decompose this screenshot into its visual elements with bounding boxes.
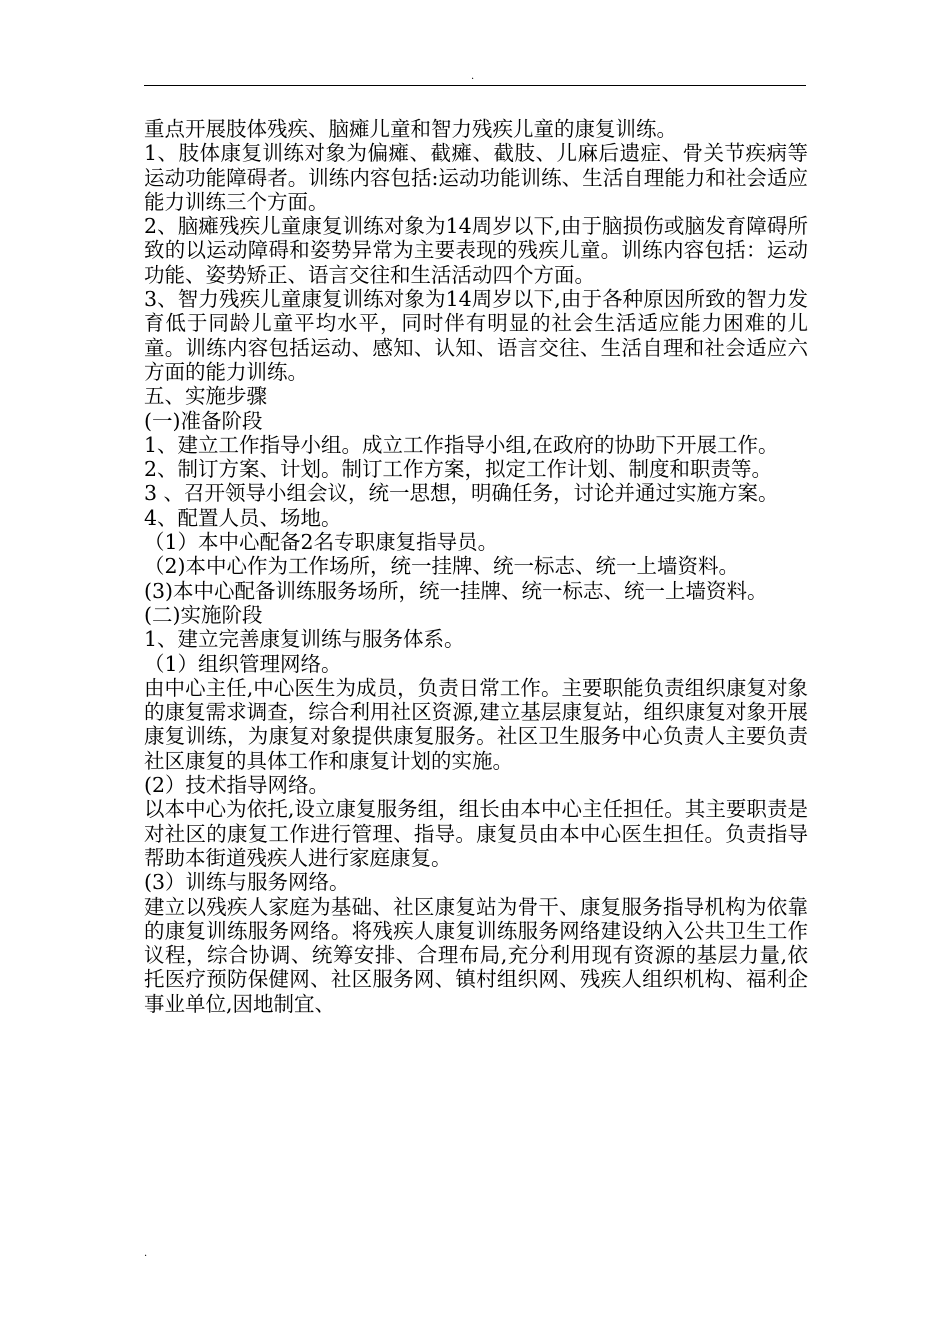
paragraph-management-network: 由中心主任,中心医生为成员，负责日常工作。主要职能负责组织康复对象的康复需求调查，综合利用社区资源,建立基层康复站，组织康复对象开展康复训练，为康复对象提供康复服务。社区卫生服务中心负责人主要负责社区康复的具体工作和康复计划的实施。 [144,675,808,773]
paragraph-limb-rehab: 1、肢体康复训练对象为偏瘫、截瘫、截肢、儿麻后遗症、骨关节疾病等运动功能障碍者。训练内容包括:运动功能训练、生活自理能力和社会适应能力训练三个方面。 [144,141,808,214]
paragraph-technical-network: 以本中心为依托,设立康复服务组，组长由本中心主任担任。其主要职责是对社区的康复工作进行管理、指导。康复员由本中心医生担任。负责指导帮助本街道残疾人进行家庭康复。 [144,797,808,870]
subheading-implementation: (二)实施阶段 [144,602,263,627]
subheading-preparation: (一)准备阶段 [144,408,263,433]
paragraph-impl-1: 1、建立完善康复训练与服务体系。 [144,627,465,652]
paragraph-prep-4: 4、配置人员、场地。 [144,505,342,530]
header-mark: . [471,71,475,82]
header-rule [144,85,806,86]
section-heading-steps: 五、实施步骤 [144,384,267,409]
paragraph-prep-4-1: （1）本中心配备2名专职康复指导员。 [144,530,499,555]
paragraph-prep-2: 2、制订方案、计划。制订工作方案，拟定工作计划、制度和职责等。 [144,457,773,482]
paragraph-impl-1-1: （1）组织管理网络。 [144,651,342,676]
footer-mark: . [144,1248,148,1259]
paragraph-prep-3: 3 、召开领导小组会议，统一思想，明确任务，讨论并通过实施方案。 [144,481,779,506]
paragraph-prep-1: 1、建立工作指导小组。成立工作指导小组,在政府的协助下开展工作。 [144,432,779,457]
paragraph-prep-4-2: （2)本中心作为工作场所，统一挂牌、统一标志、统一上墙资料。 [144,554,740,579]
paragraph-impl-1-3: (3）训练与服务网络。 [144,870,350,895]
paragraph-service-network: 建立以残疾人家庭为基础、社区康复站为骨干、康复服务指导机构为依靠的康复训练服务网络。将残疾人康复训练服务网络建设纳入公共卫生工作议程，综合协调、统筹安排、合理布局,充分利用现有资源的基层力量,依托医疗预防保健网、社区服务网、镇村组织网、残疾人组织机构、福利企事业单位,因地制宜、 [144,894,808,1016]
paragraph-intro: 重点开展肢体残疾、脑瘫儿童和智力残疾儿童的康复训练。 [144,117,677,141]
paragraph-prep-4-3: (3)本中心配备训练服务场所，统一挂牌、统一标志、统一上墙资料。 [144,578,768,603]
document-body [144,117,808,1016]
paragraph-impl-1-2: (2）技术指导网络。 [144,773,330,798]
paragraph-intellectual: 3、智力残疾儿童康复训练对象为14周岁以下,由于各种原因所致的智力发育低于同龄儿童平均水平，同时伴有明显的社会生活适应能力困难的儿童。训练内容包括运动、感知、认知、语言交往、生活自理和社会适应六方面的能力训练。 [144,287,808,384]
paragraph-cerebral-palsy: 2、脑瘫残疾儿童康复训练对象为14周岁以下,由于脑损伤或脑发育障碍所致的以运动障碍和姿势异常为主要表现的残疾儿童。训练内容包括：运动功能、姿势矫正、语言交往和生活活动四个方面。 [144,214,808,287]
